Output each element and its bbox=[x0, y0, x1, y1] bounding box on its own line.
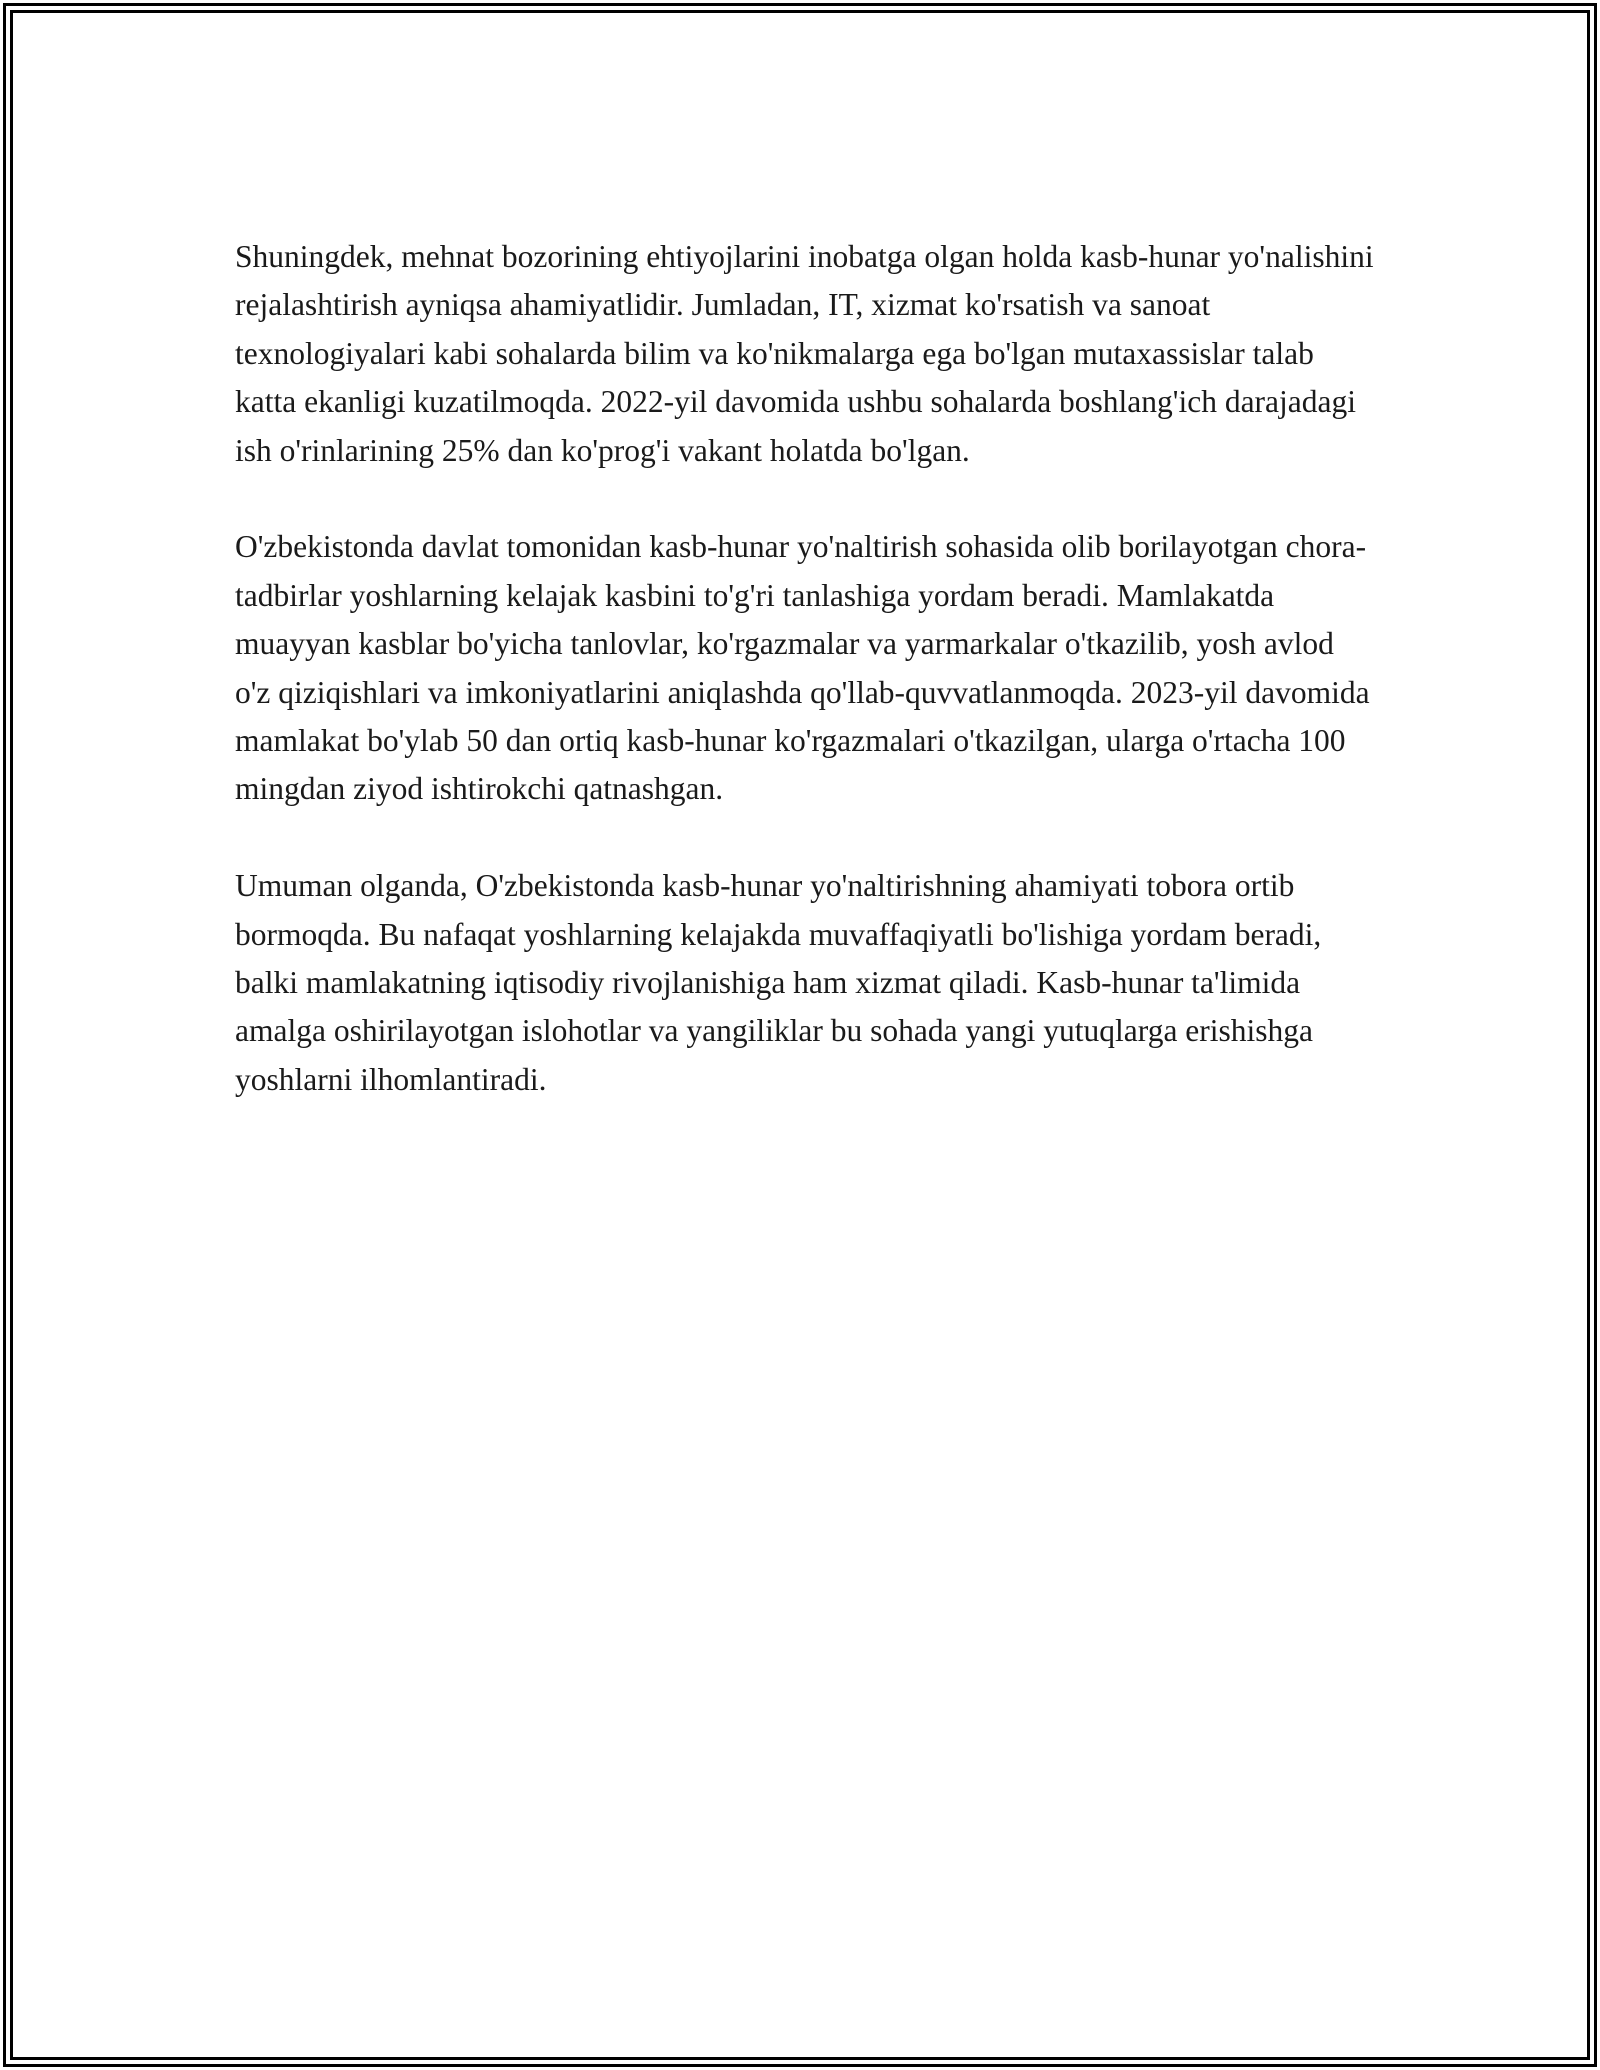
document-body bbox=[235, 233, 1375, 1153]
paragraph-state-measures: O'zbekistonda davlat tomonidan kasb-hunar yo'naltirish sohasida olib borilayotgan chora-tadbirlar yoshlarning kelajak kasbini to'g'ri tanlashiga yordam beradi. Mamlakatda muayyan kasblar bo'yicha tanlovlar, ko'rgazmalar va yarmarkalar o'tkazilib, yosh avlod o'z qiziqishlari va imkoniyatlarini aniqlashda qo'llab-quvvatlanmoqda. 2023-yil davomida mamlakat bo'ylab 50 dan ortiq kasb-hunar ko'rgazmalari o'tkazilgan, ularga o'rtacha 100 mingdan ziyod ishtirokchi qatnashgan. bbox=[235, 529, 1370, 807]
paragraph-conclusion: Umuman olganda, O'zbekistonda kasb-hunar yo'naltirishning ahamiyati tobora ortib bormoqda. Bu nafaqat yoshlarning kelajakda muvaffaqiyatli bo'lishiga yordam beradi, balki mamlakatning iqtisodiy rivojlanishiga ham xizmat qiladi. Kasb-hunar ta'limida amalga oshirilayotgan islohotlar va yangiliklar bu sohada yangi yutuqlarga erishishga yoshlarni ilhomlantiradi. bbox=[235, 868, 1322, 1097]
paragraph-labor-market: Shuningdek, mehnat bozorining ehtiyojlarini inobatga olgan holda kasb-hunar yo'nalishini rejalashtirish ayniqsa ahamiyatlidir. Jumladan, IT, xizmat ko'rsatish va sanoat texnologiyalari kabi sohalarda bilim va ko'nikmalarga ega bo'lgan mutaxassislar talab katta ekanligi kuzatilmoqda. 2022-yil davomida ushbu sohalarda boshlang'ich darajadagi ish o'rinlarining 25% dan ko'prog'i vakant holatda bo'lgan. bbox=[235, 239, 1374, 468]
